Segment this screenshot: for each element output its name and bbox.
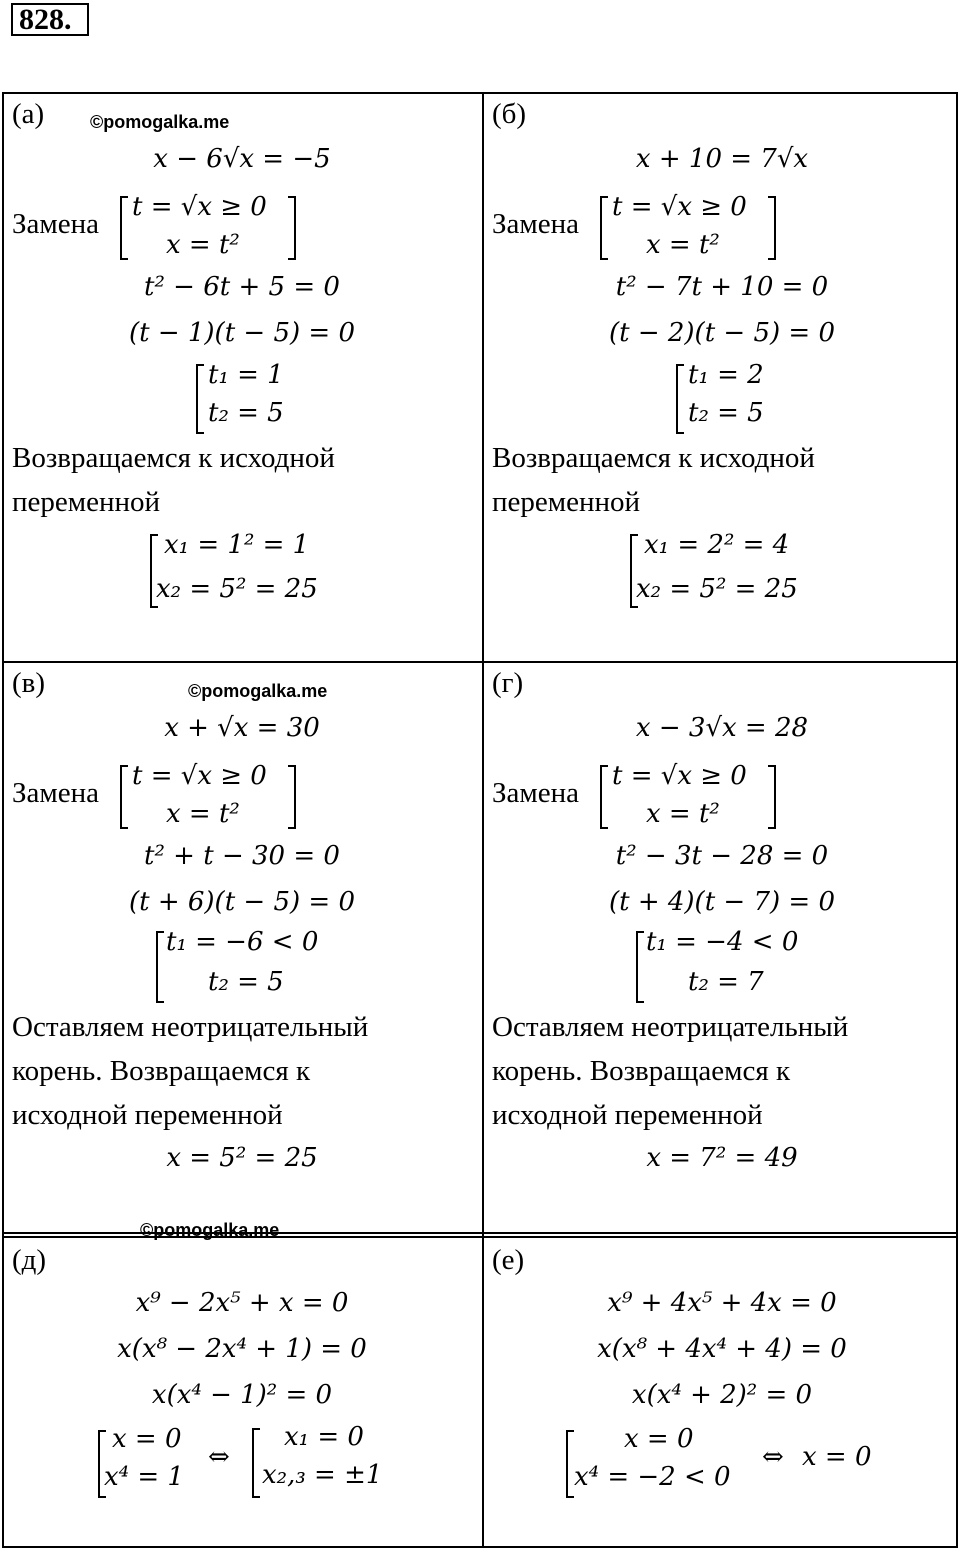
cell-g bbox=[484, 663, 960, 1232]
substitution-label: Замена bbox=[12, 208, 100, 240]
cell-d bbox=[4, 1220, 480, 1546]
root-1: t₁ = 2 bbox=[688, 360, 764, 390]
answer-2: x₂ = 5² = 25 bbox=[156, 574, 318, 604]
result: x = 0 bbox=[802, 1442, 872, 1472]
equation-line-1: x⁹ − 2x⁵ + x = 0 bbox=[135, 1288, 349, 1318]
system-1-line-2: x⁴ = 1 bbox=[104, 1462, 184, 1492]
cell-label: (г) bbox=[492, 667, 524, 699]
system-bracket bbox=[566, 1430, 574, 1498]
root-2: t₂ = 5 bbox=[208, 967, 284, 997]
factored-equation: (t − 1)(t − 5) = 0 bbox=[128, 318, 356, 348]
root-2: t₂ = 5 bbox=[688, 398, 764, 428]
equivalence-symbol: ⇔ bbox=[762, 1442, 784, 1472]
factored-equation: (t + 4)(t − 7) = 0 bbox=[608, 887, 836, 917]
cell-label: (д) bbox=[12, 1244, 47, 1276]
equation: x − 6√x = −5 bbox=[153, 144, 331, 174]
system-bracket-2 bbox=[252, 1428, 260, 1498]
substitution-line-2: x = t² bbox=[646, 799, 720, 829]
right-bracket bbox=[768, 196, 776, 260]
equivalence-symbol: ⇔ bbox=[208, 1442, 230, 1472]
substitution-line-1: t = √x ≥ 0 bbox=[132, 192, 267, 222]
answer-2: x₂ = 5² = 25 bbox=[636, 574, 798, 604]
substitution-line-1: t = √x ≥ 0 bbox=[612, 761, 747, 791]
system-2-line-1: x₁ = 0 bbox=[284, 1422, 364, 1452]
substitution-label: Замена bbox=[12, 777, 100, 809]
substitution-line-2: x = t² bbox=[166, 230, 240, 260]
left-bracket bbox=[120, 196, 128, 260]
left-bracket bbox=[120, 765, 128, 829]
root-2: t₂ = 5 bbox=[208, 398, 284, 428]
substitution-line-2: x = t² bbox=[646, 230, 720, 260]
system-line-1: x = 0 bbox=[624, 1424, 694, 1454]
solution-grid bbox=[2, 92, 958, 1548]
set-bracket bbox=[636, 931, 644, 1003]
cell-label: (е) bbox=[492, 1244, 525, 1276]
substitution-label: Замена bbox=[492, 777, 580, 809]
equation: x + √x = 30 bbox=[164, 713, 320, 743]
equation-line-3: x(x⁴ − 1)² = 0 bbox=[151, 1380, 333, 1410]
cell-b bbox=[484, 94, 960, 661]
root-2: t₂ = 7 bbox=[688, 967, 764, 997]
explanation-line-2: корень. Возвращаемся к bbox=[12, 1055, 311, 1087]
answer: x = 5² = 25 bbox=[166, 1143, 318, 1173]
equation: x − 3√x = 28 bbox=[635, 713, 809, 743]
equation-line-3: x(x⁴ + 2)² = 0 bbox=[631, 1380, 813, 1410]
root-1: t₁ = −4 < 0 bbox=[646, 927, 799, 957]
system-2-line-2: x₂,₃ = ±1 bbox=[262, 1460, 383, 1490]
right-bracket bbox=[288, 196, 296, 260]
system-line-2: x⁴ = −2 < 0 bbox=[574, 1462, 731, 1492]
cell-v bbox=[4, 663, 480, 1232]
substitution-line-1: t = √x ≥ 0 bbox=[132, 761, 267, 791]
explanation-line-3: исходной переменной bbox=[492, 1099, 763, 1131]
quadratic-equation: t² − 7t + 10 = 0 bbox=[615, 272, 829, 302]
left-bracket bbox=[600, 765, 608, 829]
explanation-line-1: Возвращаемся к исходной bbox=[12, 442, 335, 474]
substitution-label: Замена bbox=[492, 208, 580, 240]
watermark: ©pomogalka.me bbox=[90, 112, 230, 132]
cell-a bbox=[4, 94, 480, 661]
watermark: ©pomogalka.me bbox=[188, 681, 328, 701]
explanation-line-2: корень. Возвращаемся к bbox=[492, 1055, 791, 1087]
explanation-line-2: переменной bbox=[12, 486, 161, 518]
explanation-line-1: Оставляем неотрицательный bbox=[12, 1011, 369, 1043]
cell-e bbox=[484, 1238, 960, 1546]
equation-line-1: x⁹ + 4x⁵ + 4x = 0 bbox=[607, 1288, 837, 1318]
explanation-line-2: переменной bbox=[492, 486, 641, 518]
factored-equation: (t − 2)(t − 5) = 0 bbox=[608, 318, 836, 348]
set-bracket bbox=[676, 364, 684, 434]
root-1: t₁ = −6 < 0 bbox=[166, 927, 319, 957]
quadratic-equation: t² − 3t − 28 = 0 bbox=[615, 841, 829, 871]
system-1-line-1: x = 0 bbox=[112, 1424, 182, 1454]
substitution-line-2: x = t² bbox=[166, 799, 240, 829]
quadratic-equation: t² + t − 30 = 0 bbox=[144, 841, 340, 871]
cell-label: (а) bbox=[12, 98, 45, 130]
right-bracket bbox=[768, 765, 776, 829]
set-bracket bbox=[156, 931, 164, 1003]
answer-1: x₁ = 1² = 1 bbox=[164, 530, 310, 560]
quadratic-equation: t² − 6t + 5 = 0 bbox=[144, 272, 340, 302]
answer-1: x₁ = 2² = 4 bbox=[644, 530, 790, 560]
right-bracket bbox=[288, 765, 296, 829]
equation-line-2: x(x⁸ + 4x⁴ + 4) = 0 bbox=[597, 1334, 847, 1364]
explanation-line-1: Возвращаемся к исходной bbox=[492, 442, 815, 474]
set-bracket bbox=[196, 364, 204, 434]
left-bracket bbox=[600, 196, 608, 260]
cell-label: (в) bbox=[12, 667, 46, 699]
cell-label: (б) bbox=[492, 98, 527, 130]
factored-equation: (t + 6)(t − 5) = 0 bbox=[128, 887, 356, 917]
equation-line-2: x(x⁸ − 2x⁴ + 1) = 0 bbox=[117, 1334, 367, 1364]
equation: x + 10 = 7√x bbox=[635, 144, 809, 174]
watermark: ©pomogalka.me bbox=[140, 1220, 280, 1240]
root-1: t₁ = 1 bbox=[208, 360, 284, 390]
substitution-line-1: t = √x ≥ 0 bbox=[612, 192, 747, 222]
problem-number: 828. bbox=[11, 3, 89, 36]
explanation-line-1: Оставляем неотрицательный bbox=[492, 1011, 849, 1043]
explanation-line-3: исходной переменной bbox=[12, 1099, 283, 1131]
answer: x = 7² = 49 bbox=[646, 1143, 798, 1173]
